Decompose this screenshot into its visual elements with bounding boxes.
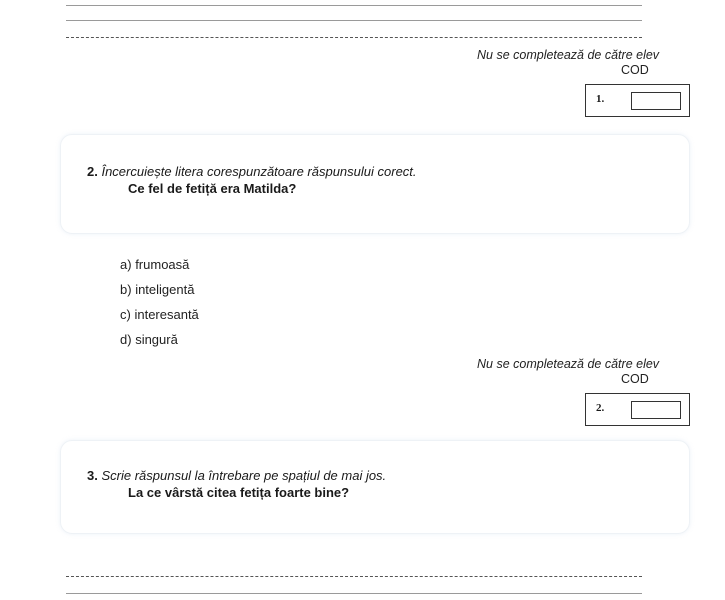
cod-label: COD	[621, 63, 649, 77]
question-number: 2.	[87, 164, 98, 179]
question-3-text: La ce vârstă citea fetița foarte bine?	[128, 485, 350, 500]
option-d[interactable]	[120, 332, 178, 347]
question-2-text: Ce fel de fetiță era Matilda?	[128, 181, 297, 196]
option-text: frumoasă	[135, 257, 190, 272]
option-letter: b)	[120, 282, 132, 297]
teacher-only-note: Nu se completează de către elev	[477, 48, 660, 62]
score-box-2	[585, 393, 690, 426]
option-c[interactable]	[120, 307, 199, 322]
question-number: 3.	[87, 468, 98, 483]
question-instruction-text: Scrie răspunsul la întrebare pe spațiul de mai jos.	[101, 468, 387, 483]
option-b[interactable]	[120, 282, 194, 297]
question-3-instruction	[87, 468, 386, 483]
score-cell[interactable]	[631, 401, 681, 419]
option-letter: c)	[120, 307, 131, 322]
option-a[interactable]	[120, 257, 189, 272]
score-box-1	[585, 84, 690, 117]
option-text: singură	[135, 332, 178, 347]
answer-line-top-2	[66, 20, 642, 21]
answer-line-top-1	[66, 5, 642, 6]
answer-line-top-3	[66, 37, 642, 38]
score-cell[interactable]	[631, 92, 681, 110]
option-text: interesantă	[134, 307, 199, 322]
score-box-number: 2.	[596, 402, 605, 414]
question-instruction-text: Încercuiește litera corespunzătoare răspunsului corect.	[101, 164, 417, 179]
question-2-instruction	[87, 164, 417, 179]
answer-line-bottom-2[interactable]	[66, 593, 642, 594]
answer-line-bottom-1[interactable]	[66, 576, 642, 577]
option-text: inteligentă	[135, 282, 195, 297]
cod-label: COD	[621, 372, 649, 386]
option-letter: d)	[120, 332, 132, 347]
score-box-number: 1.	[596, 93, 605, 105]
option-letter: a)	[120, 257, 132, 272]
teacher-only-note: Nu se completează de către elev	[477, 357, 660, 371]
